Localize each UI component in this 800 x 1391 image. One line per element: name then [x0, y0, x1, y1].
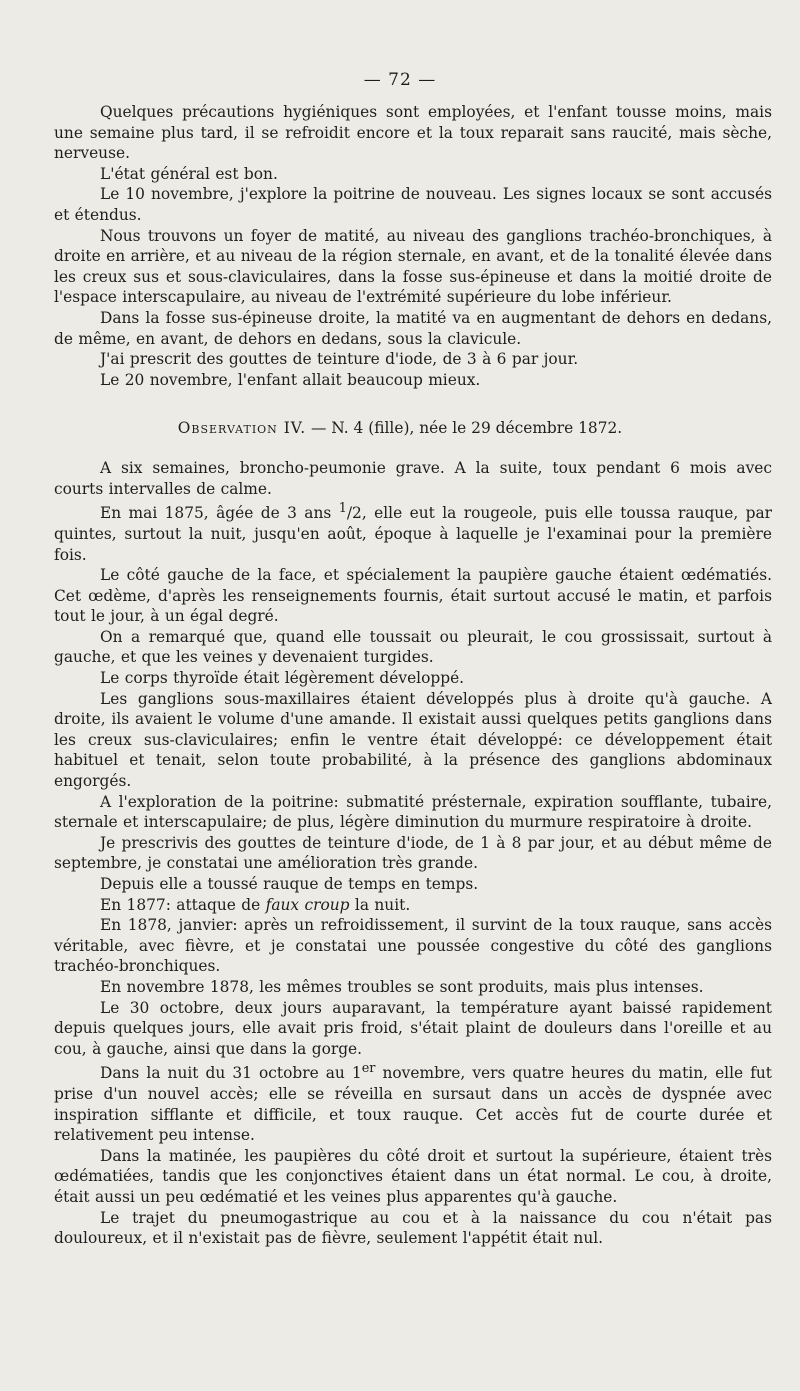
- paragraph: Nous trouvons un foyer de matité, au niveau des ganglions trachéo-bronchiques, à droite en arrière, et au niveau de la région sternale, en avant, et de la tonalité élevée dans les creux sus et sous-claviculaires, dans la fosse sus-épineuse et dans la moitié droite de l'espace interscapulaire, au niveau de l'extrémité supérieure du lobe inférieur.: [54, 226, 772, 307]
- paragraph: Depuis elle a toussé rauque de temps en temps.: [100, 875, 479, 893]
- paragraph: [54, 499, 772, 565]
- paragraph: Le trajet du pneumogastrique au cou et à la naissance du cou n'était pas douloureux, et il n'existait pas de fièvre, seulement l'appétit était nul.: [54, 1208, 772, 1248]
- page-number: — 72 —: [363, 70, 437, 90]
- paragraph: J'ai prescrit des gouttes de teinture d'iode, de 3 à 6 par jour.: [100, 350, 579, 369]
- paragraph: A six semaines, broncho-peumonie grave. A la suite, toux pendant 6 mois avec courts intervalles de calme.: [54, 459, 772, 498]
- text-fragment: Dans la nuit du 31 octobre au 1: [100, 1064, 362, 1083]
- text-fragment: novembre, vers quatre heures du matin, elle fut prise d'un nouvel accès; elle se réveilla en sursaut dans un accès de dyspnée avec inspiration sifflante et difficile, et toux rauque. Cet accès fut de courte durée et relativement peu intense.: [54, 1064, 772, 1145]
- paragraph: Dans la fosse sus-épineuse droite, la matité va en augmentant de dehors en dedans, de même, en avant, de dehors en dedans, sous la clavicule.: [54, 308, 772, 348]
- paragraph: L'état général est bon.: [100, 164, 278, 183]
- paragraph: Dans la matinée, les paupières du côté droit et surtout la supérieure, étaient très œdématiées, tandis que les conjonctives étaient dans un état normal. Le cou, à droite, était aussi un peu œdématié et les veines plus apparentes qu'à gauche.: [54, 1146, 772, 1207]
- paragraph: Le 30 octobre, deux jours auparavant, la température ayant baissé rapidement depuis quelques jours, elle avait pris froid, s'était plaint de douleurs dans l'oreille et au cou, à gauche, ainsi que dans la gorge.: [54, 998, 772, 1058]
- paragraph: Le côté gauche de la face, et spécialement la paupière gauche étaient œdématiés. Cet œdème, d'après les renseignements fournis, était surtout accusé le matin, et parfois tout le jour, à un égal degré.: [54, 566, 772, 626]
- text-block-continued: [54, 102, 772, 390]
- paragraph: Je prescrivis des gouttes de teinture d'iode, de 1 à 8 par jour, et au début même de septembre, je constatai une amélioration très grande.: [54, 833, 772, 873]
- paragraph: Le 20 novembre, l'enfant allait beaucoup mieux.: [100, 370, 481, 389]
- paragraph: En novembre 1878, les mêmes troubles se sont produits, mais plus intenses.: [100, 977, 704, 996]
- italic-term: faux croup: [265, 895, 350, 914]
- observation-subject: — N. 4 (fille), née le 29 décembre 1872.: [306, 419, 623, 437]
- paragraph: [54, 1059, 772, 1146]
- text-fragment: , elle eut la rougeole, puis elle toussa rauque, par quintes, surtout la nuit, jusqu'en août, époque à laquelle je l'examinai pour la première fois.: [54, 504, 772, 564]
- text-fragment: En 1877: attaque de: [100, 895, 266, 914]
- paragraph: [54, 895, 772, 916]
- paragraph: Le corps thyroïde était légèrement développé.: [100, 669, 465, 688]
- paragraph: On a remarqué que, quand elle toussait ou pleurait, le cou grossissait, surtout à gauche, et que les veines y devenaient turgides.: [54, 627, 772, 667]
- ordinal-superscript: er: [361, 1061, 376, 1077]
- text-fragment: la nuit.: [349, 895, 411, 914]
- fraction-denominator: /2: [346, 504, 362, 523]
- text-fragment: En mai 1875, âgée de 3 ans: [100, 504, 339, 523]
- observation-heading: [0, 419, 800, 437]
- paragraph: Quelques précautions hygiéniques sont employées, et l'enfant tousse moins, mais une semaine plus tard, il se refroidit encore et la toux reparait sans raucité, mais sèche, nerveuse.: [54, 103, 772, 163]
- text-block-observation: [54, 458, 772, 1249]
- paragraph: Le 10 novembre, j'explore la poitrine de nouveau. Les signes locaux se sont accusés et étendus.: [54, 185, 772, 224]
- fraction-numerator: 1: [338, 501, 347, 517]
- paragraph: En 1878, janvier: après un refroidissement, il survint de la toux rauque, sans accès véritable, avec fièvre, et je constatai une poussée congestive du côté des ganglions trachéo-bronchiques.: [54, 916, 772, 976]
- observation-label: Observation IV.: [177, 419, 307, 437]
- paragraph: Les ganglions sous-maxillaires étaient développés plus à droite qu'à gauche. A droite, ils avaient le volume d'une amande. Il existait aussi quelques petits ganglions dans les creux sus-claviculaires; enfin le ventre était développé: ce développement était habituel et tenait, selon toute probabilité, à la présence des ganglions abdominaux engorgés.: [54, 689, 772, 791]
- paragraph: A l'exploration de la poitrine: submatité présternale, expiration soufflante, tubaire, sternale et interscapulaire; de plus, légère diminution du murmure respiratoire à droite.: [54, 792, 772, 832]
